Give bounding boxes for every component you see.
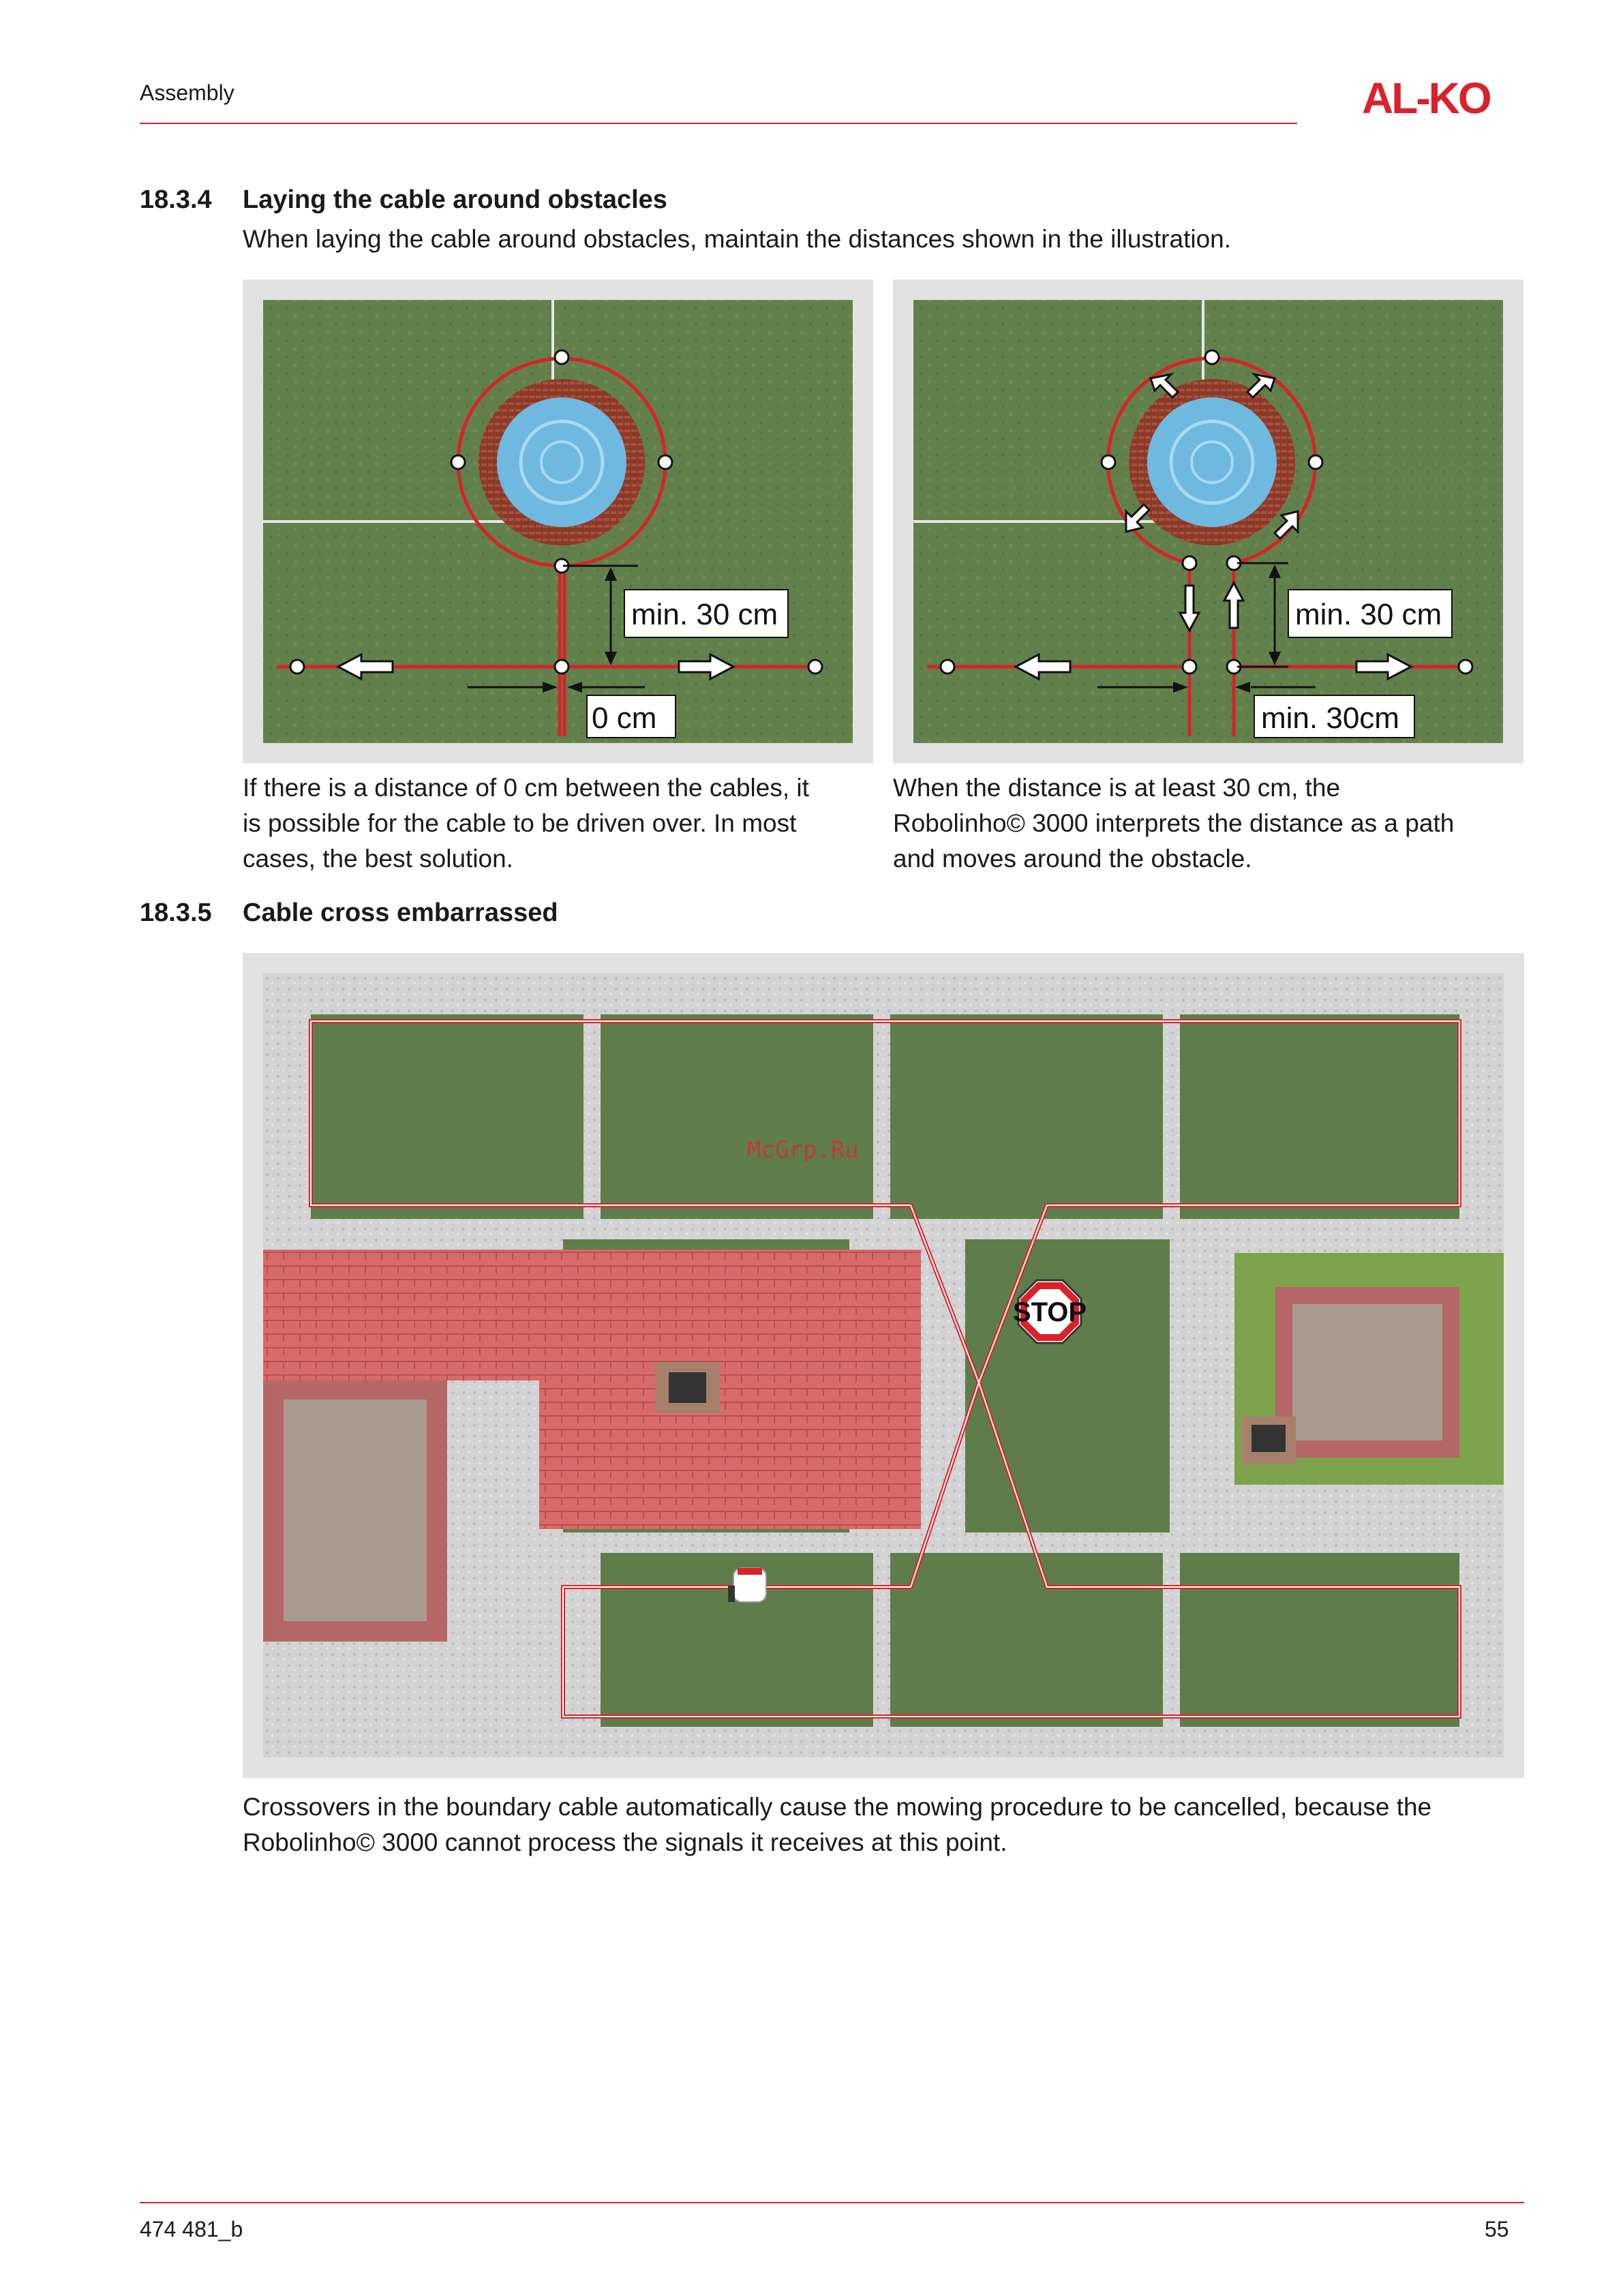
- caption-left-line: cases, the best solution.: [243, 845, 513, 873]
- section-number: 18.3.4: [140, 185, 212, 214]
- section-title: Cable cross embarrassed: [243, 898, 558, 927]
- stop-sign-text: STOP: [1012, 1297, 1087, 1327]
- dimension-label-vertical: min. 30 cm: [631, 598, 778, 631]
- page-number: 55: [1485, 2217, 1509, 2241]
- header-divider: [140, 123, 1297, 124]
- section-title: Laying the cable around obstacles: [243, 185, 667, 214]
- section-number: 18.3.5: [140, 898, 212, 927]
- caption-right-line: When the distance is at least 30 cm, the: [893, 774, 1341, 802]
- watermark: McGrp.Ru: [747, 1136, 859, 1164]
- caption-crossing-line: Crossovers in the boundary cable automatically cause the mowing procedure to be cancelled, because the: [243, 1793, 1432, 1821]
- dimension-label-vertical: min. 30 cm: [1295, 598, 1442, 631]
- logo-text: AL-KO: [1362, 75, 1490, 120]
- caption-right: [893, 770, 1454, 877]
- section-intro: When laying the cable around obstacles, maintain the distances shown in the illustration.: [243, 225, 1232, 253]
- figure-min-distance: [893, 280, 1523, 764]
- caption-crossing-line: Robolinho© 3000 cannot process the signals it receives at this point.: [243, 1828, 1007, 1856]
- figure-zero-distance: [243, 280, 873, 764]
- caption-right-line: and moves around the obstacle.: [893, 845, 1252, 873]
- caption-crossing: [243, 1789, 1431, 1860]
- dimension-label-horizontal: 0 cm: [592, 701, 657, 735]
- caption-left-line: is possible for the cable to be driven over. In most: [243, 809, 797, 837]
- al-ko-logo: [1362, 75, 1524, 120]
- header-section-title: Assembly: [140, 80, 234, 105]
- document-number: 474 481_b: [140, 2217, 243, 2241]
- caption-left-line: If there is a distance of 0 cm between the cables, it: [243, 774, 809, 802]
- dimension-label-horizontal: min. 30cm: [1261, 701, 1399, 735]
- figure-cable-crossing: [243, 953, 1524, 1778]
- footer-divider: [140, 2202, 1524, 2203]
- caption-right-line: Robolinho© 3000 interprets the distance as a path: [893, 809, 1455, 837]
- caption-left: [243, 770, 809, 877]
